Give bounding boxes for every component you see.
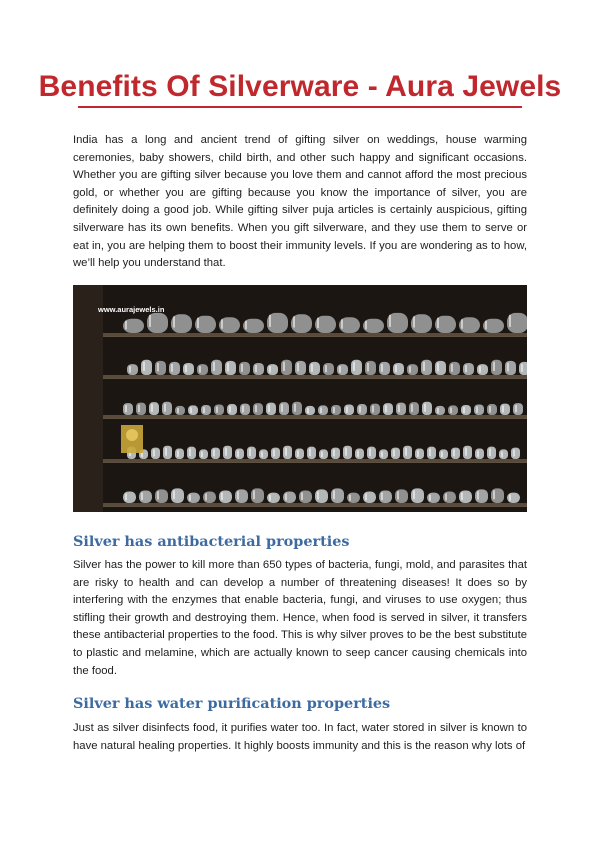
- silver-item-highlight: [429, 449, 431, 456]
- silver-item-highlight: [515, 405, 517, 412]
- silver-item-highlight: [423, 362, 425, 371]
- shelf-illustration: [73, 285, 527, 512]
- silver-item: [162, 402, 172, 415]
- silver-item-highlight: [229, 406, 231, 413]
- silver-item: [295, 361, 306, 375]
- silver-item-highlight: [201, 451, 203, 457]
- silver-item: [163, 446, 172, 459]
- silver-item-highlight: [521, 364, 523, 372]
- silver-item: [187, 447, 196, 459]
- silver-item: [443, 492, 456, 503]
- silver-item: [343, 446, 352, 459]
- silver-item-highlight: [241, 364, 243, 372]
- silver-item-highlight: [424, 404, 426, 412]
- silver-item: [139, 490, 152, 503]
- silver-item: [141, 360, 152, 375]
- silver-item-highlight: [381, 364, 383, 372]
- silver-item: [259, 449, 268, 459]
- silver-item: [171, 488, 184, 503]
- silver-item-highlight: [321, 451, 323, 457]
- silver-item-highlight: [463, 407, 465, 413]
- silver-item-highlight: [301, 492, 303, 500]
- silver-item: [487, 404, 497, 415]
- silver-item-highlight: [381, 451, 383, 457]
- silver-item-highlight: [164, 404, 166, 412]
- silver-item-highlight: [297, 451, 299, 457]
- silver-item-highlight: [165, 448, 167, 456]
- silver-item-highlight: [249, 449, 251, 456]
- silver-item: [475, 449, 484, 460]
- silver-item: [203, 492, 216, 503]
- silver-item: [393, 363, 404, 375]
- silver-item-highlight: [476, 407, 478, 413]
- silver-item-highlight: [213, 450, 215, 457]
- silver-item: [474, 405, 484, 416]
- silver-item-highlight: [381, 492, 383, 500]
- silver-item-highlight: [294, 404, 296, 412]
- silver-item-highlight: [125, 405, 127, 412]
- silverware-shelf-photo: [73, 285, 527, 512]
- silver-item-highlight: [237, 451, 239, 457]
- silver-item-highlight: [293, 316, 295, 327]
- silver-item-highlight: [320, 407, 322, 413]
- silver-item-highlight: [437, 318, 439, 328]
- silver-item-highlight: [149, 315, 151, 327]
- silver-item-highlight: [398, 405, 400, 412]
- silver-item-highlight: [255, 405, 257, 412]
- silver-item-highlight: [317, 318, 319, 328]
- silver-item: [136, 403, 146, 415]
- silver-item: [235, 489, 248, 503]
- silver-item-highlight: [357, 451, 359, 457]
- silver-item: [477, 364, 488, 375]
- silver-item-highlight: [190, 407, 192, 413]
- silver-item: [491, 360, 502, 375]
- section-heading-antibacterial: Silver has antibacterial properties: [73, 533, 350, 550]
- silver-item: [363, 492, 376, 503]
- silver-item-highlight: [413, 316, 415, 327]
- silver-item-highlight: [485, 321, 487, 330]
- section-body-water: Just as silver disinfects food, it purifies water too. In fact, water stored in silver is known to have natural healing properties. It highly boosts immunity and this is the reason why lots of: [73, 722, 527, 752]
- silver-item-highlight: [367, 363, 369, 371]
- silver-item-highlight: [409, 366, 411, 373]
- silver-item-highlight: [437, 363, 439, 371]
- silver-item-highlight: [441, 451, 443, 457]
- silver-item-highlight: [245, 321, 247, 330]
- glass-shelf-edge: [103, 462, 527, 463]
- silver-item: [253, 363, 264, 375]
- title-underline: [78, 106, 522, 108]
- silver-item: [211, 360, 222, 375]
- silver-item-highlight: [501, 451, 503, 457]
- silver-item-highlight: [143, 362, 145, 371]
- silver-item-highlight: [325, 365, 327, 372]
- silver-item-highlight: [345, 448, 347, 456]
- silver-item: [267, 364, 278, 375]
- silver-item: [507, 493, 520, 503]
- silver-item: [127, 364, 138, 375]
- section-body-antibacterial: Silver has the power to kill more than 650 types of bacteria, fungi, mold, and parasites that are risky to health and can develop a number of threatening diseases! It does so by interfering with the enzymes that enable bacteria, fungi, and viruses to use oxygen; thus stifling their growth and destroying them. Hence, when food is served in silver, it transfers these antibacterial properties to the food. This is why silver proves to be the best substitute to plastic and melamine, which are actually known to seep cancer causing chemicals into the food.: [73, 559, 527, 677]
- silver-item-highlight: [273, 450, 275, 457]
- silver-item-highlight: [477, 491, 479, 499]
- silver-item: [123, 403, 133, 415]
- silver-item: [295, 449, 304, 460]
- silver-item: [463, 446, 472, 459]
- silver-item: [367, 447, 376, 459]
- silver-item-highlight: [489, 406, 491, 413]
- silver-item: [499, 449, 508, 459]
- silver-item-highlight: [205, 494, 207, 501]
- silver-item-highlight: [157, 363, 159, 371]
- silver-item: [283, 492, 296, 503]
- silver-item: [449, 362, 460, 375]
- silver-item: [461, 405, 471, 415]
- silver-item-highlight: [437, 408, 439, 413]
- silver-item-highlight: [333, 490, 335, 499]
- silver-item: [183, 363, 194, 375]
- silver-item: [347, 493, 360, 503]
- silver-item-highlight: [221, 319, 223, 328]
- silver-item: [253, 403, 263, 415]
- silver-item-highlight: [177, 451, 179, 457]
- silver-item: [247, 447, 256, 459]
- silver-item: [491, 488, 504, 503]
- silver-item-highlight: [297, 363, 299, 371]
- silver-item: [427, 493, 440, 503]
- silver-item-highlight: [255, 365, 257, 372]
- silver-item: [439, 449, 448, 459]
- silver-item: [435, 406, 445, 415]
- silver-item-highlight: [199, 366, 201, 373]
- silver-item-highlight: [479, 366, 481, 373]
- silver-item-highlight: [203, 407, 205, 413]
- silver-item-highlight: [309, 449, 311, 456]
- glass-shelf: [103, 333, 527, 336]
- silver-item: [251, 488, 264, 503]
- silver-item-highlight: [493, 490, 495, 499]
- silver-item: [235, 449, 244, 460]
- silver-item-highlight: [405, 448, 407, 456]
- silver-item-highlight: [216, 407, 218, 413]
- silver-item-highlight: [346, 407, 348, 413]
- silver-item-highlight: [372, 406, 374, 413]
- silver-item: [396, 403, 406, 415]
- silver-item-highlight: [261, 451, 263, 457]
- silver-item: [155, 489, 168, 503]
- silver-item: [175, 449, 184, 460]
- silver-item-highlight: [489, 449, 491, 456]
- silver-item: [415, 449, 424, 460]
- glass-shelf: [103, 459, 527, 462]
- silver-item-highlight: [177, 408, 179, 413]
- silver-item: [331, 405, 341, 415]
- silver-item-highlight: [173, 316, 175, 327]
- silver-item-highlight: [333, 407, 335, 413]
- silver-item-highlight: [285, 494, 287, 501]
- silver-item-highlight: [411, 404, 413, 412]
- silver-item: [422, 402, 432, 415]
- silver-item-highlight: [311, 364, 313, 372]
- silver-item: [391, 448, 400, 459]
- silver-item: [227, 404, 237, 415]
- silver-item: [299, 490, 312, 503]
- intro-paragraph: India has a long and ancient trend of gifting silver on weddings, house warming ceremonies, baby showers, child birth, and other such happy and significant occasions. Whether you are gifting silver because you love them and cannot afford the most precious gold, or whether you are gifting because you know the importance of silver, you are definitely doing a good job. While gifting silver puja articles is certainly auspicious, gifting silverware has its own benefits. When you gift silverware, and they use them to serve or eat in, you are helping them to boost their immunity levels. If you are wondering as to how, we’ll help you understand that.: [73, 134, 527, 270]
- silver-item-highlight: [365, 321, 367, 330]
- silver-item-highlight: [413, 490, 415, 499]
- silver-item: [463, 363, 474, 375]
- silver-item-highlight: [285, 448, 287, 456]
- silver-item: [197, 364, 208, 375]
- silver-item-highlight: [339, 366, 341, 373]
- silver-item-highlight: [461, 492, 463, 500]
- silver-item: [199, 449, 208, 459]
- silver-item: [379, 362, 390, 375]
- silver-item: [411, 488, 424, 503]
- silver-item: [239, 362, 250, 375]
- silver-item: [283, 446, 292, 459]
- silver-item: [151, 448, 160, 459]
- silver-item-highlight: [189, 449, 191, 456]
- silver-item-highlight: [269, 366, 271, 373]
- silver-item: [187, 493, 200, 503]
- silver-item: [240, 404, 250, 415]
- silver-item: [271, 448, 280, 459]
- silver-item: [211, 448, 220, 459]
- glass-shelf-edge: [103, 506, 527, 507]
- silver-item-highlight: [317, 491, 319, 499]
- silver-item: [319, 449, 328, 459]
- silver-item: [409, 402, 419, 415]
- silver-item-highlight: [417, 451, 419, 457]
- silver-item-highlight: [461, 319, 463, 328]
- silver-item: [357, 404, 367, 415]
- glass-shelf-edge: [103, 418, 527, 419]
- silver-item-highlight: [253, 490, 255, 499]
- silver-item: [370, 404, 380, 415]
- silver-item-highlight: [450, 407, 452, 413]
- silver-item-highlight: [451, 364, 453, 372]
- silver-item-highlight: [227, 363, 229, 371]
- glass-shelf: [103, 415, 527, 418]
- silver-item: [267, 493, 280, 503]
- silver-item-highlight: [125, 494, 127, 501]
- silver-item: [219, 490, 232, 503]
- silver-item: [188, 405, 198, 415]
- silver-item-highlight: [157, 491, 159, 499]
- silver-item-highlight: [465, 448, 467, 456]
- silver-item: [315, 489, 328, 503]
- silver-item-highlight: [385, 405, 387, 412]
- silver-item-highlight: [307, 408, 309, 413]
- silver-item-highlight: [242, 406, 244, 413]
- glass-shelf-edge: [103, 378, 527, 379]
- silver-item: [355, 449, 364, 460]
- silver-item: [225, 361, 236, 375]
- silver-item: [149, 402, 159, 415]
- silver-item: [379, 490, 392, 503]
- photo-watermark: www.aurajewels.in: [98, 305, 165, 314]
- silver-item-highlight: [141, 492, 143, 500]
- silver-item: [266, 403, 276, 415]
- silver-item: [487, 447, 496, 459]
- silver-item-highlight: [171, 364, 173, 372]
- silver-item-highlight: [397, 491, 399, 499]
- silver-item: [407, 364, 418, 375]
- silver-item-highlight: [173, 490, 175, 499]
- silver-item: [344, 405, 354, 416]
- silver-item-highlight: [365, 494, 367, 501]
- silver-item: [201, 405, 211, 415]
- silver-item-highlight: [493, 362, 495, 371]
- silver-item: [403, 446, 412, 459]
- silver-item: [395, 489, 408, 503]
- silver-item: [383, 403, 393, 415]
- glass-shelf: [103, 503, 527, 506]
- silver-item-highlight: [429, 495, 431, 501]
- silver-item-highlight: [353, 362, 355, 371]
- silver-item-highlight: [237, 491, 239, 499]
- page-title: Benefits Of Silverware - Aura Jewels: [38, 70, 562, 103]
- silver-item: [214, 405, 224, 416]
- silver-item: [292, 402, 302, 415]
- silver-item: [365, 361, 376, 375]
- silver-item: [175, 406, 185, 415]
- silver-item-highlight: [283, 362, 285, 371]
- silver-item: [155, 361, 166, 375]
- silver-item: [511, 448, 520, 459]
- silver-item: [123, 492, 136, 503]
- silver-item-highlight: [509, 495, 511, 501]
- silver-item: [337, 364, 348, 375]
- silver-item: [331, 448, 340, 459]
- silver-item-highlight: [349, 495, 351, 501]
- silver-item: [421, 360, 432, 375]
- silver-item: [323, 363, 334, 375]
- silver-item-highlight: [502, 406, 504, 413]
- silver-item-highlight: [507, 363, 509, 371]
- silver-item: [379, 449, 388, 459]
- silver-item-highlight: [369, 449, 371, 456]
- silver-item-highlight: [395, 365, 397, 372]
- silver-item-highlight: [151, 404, 153, 412]
- silver-item: [169, 362, 180, 375]
- silver-item: [331, 488, 344, 503]
- silver-item: [427, 447, 436, 459]
- silver-item: [451, 448, 460, 459]
- silver-item-highlight: [185, 365, 187, 372]
- silver-item: [500, 404, 510, 415]
- silver-item: [281, 360, 292, 375]
- photo-wall-left: [73, 285, 103, 512]
- silver-item-highlight: [213, 362, 215, 371]
- silver-item: [279, 402, 289, 415]
- gold-idol-highlight: [126, 429, 138, 441]
- silver-item: [318, 405, 328, 415]
- silver-item-highlight: [341, 319, 343, 328]
- silver-item: [505, 361, 516, 375]
- silver-item-highlight: [333, 450, 335, 457]
- silver-item-highlight: [509, 315, 511, 327]
- silver-item-highlight: [445, 494, 447, 501]
- silver-item-highlight: [129, 366, 131, 373]
- silver-item-highlight: [269, 315, 271, 327]
- silver-item: [305, 406, 315, 415]
- glass-shelf-edge: [103, 336, 527, 337]
- silver-item: [448, 405, 458, 415]
- silver-item-highlight: [393, 450, 395, 457]
- silver-item-highlight: [513, 450, 515, 457]
- silver-item-highlight: [225, 448, 227, 456]
- silver-item-highlight: [359, 406, 361, 413]
- section-heading-water: Silver has water purification properties: [73, 695, 391, 712]
- silver-item-highlight: [197, 318, 199, 328]
- silver-item-highlight: [153, 450, 155, 457]
- silver-item: [435, 361, 446, 375]
- silver-item: [475, 489, 488, 503]
- silver-item-highlight: [189, 495, 191, 501]
- silver-item: [223, 446, 232, 459]
- silver-item-highlight: [221, 492, 223, 500]
- silver-item-highlight: [389, 315, 391, 327]
- silver-item: [309, 362, 320, 375]
- glass-shelf: [103, 375, 527, 378]
- silver-item: [513, 403, 523, 415]
- silver-item-highlight: [477, 451, 479, 457]
- silver-item-highlight: [281, 404, 283, 412]
- silver-item-highlight: [453, 450, 455, 457]
- silver-item-highlight: [465, 365, 467, 372]
- silver-item-highlight: [125, 321, 127, 330]
- silver-item-highlight: [138, 405, 140, 412]
- silver-item: [459, 490, 472, 503]
- silver-item-highlight: [269, 495, 271, 501]
- silver-item-highlight: [268, 405, 270, 412]
- silver-item: [351, 360, 362, 375]
- silver-item: [307, 447, 316, 459]
